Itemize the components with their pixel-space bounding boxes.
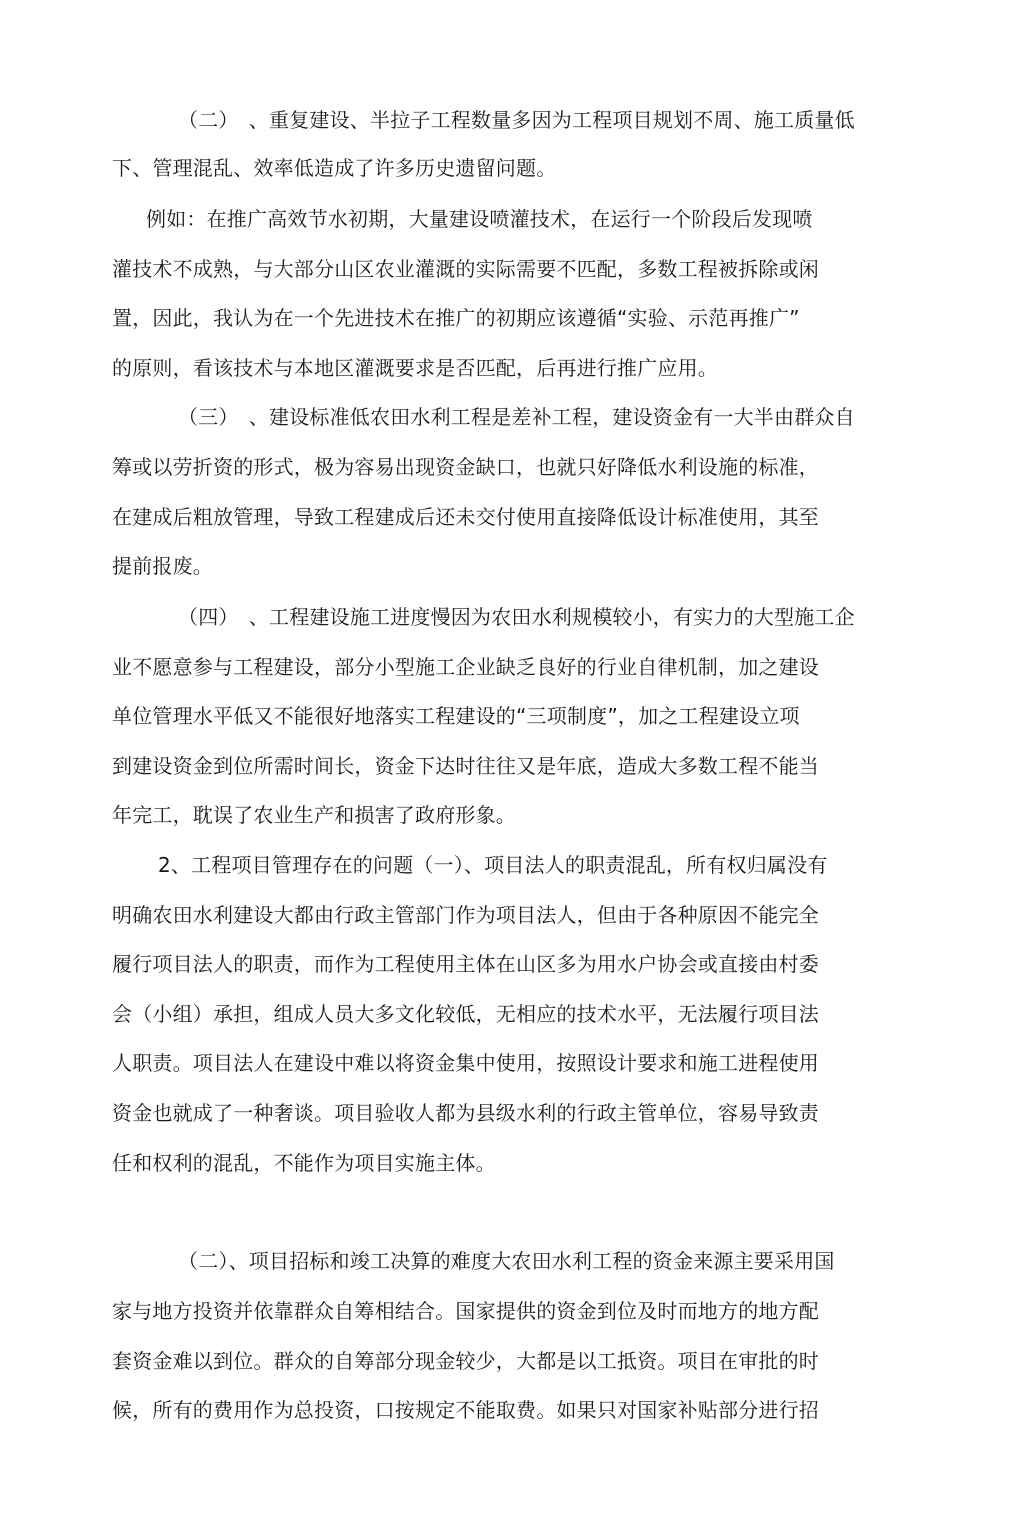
text-line: 单位管理水平低又不能很好地落实工程建设的“三项制度”，加之工程建设立项: [112, 704, 800, 728]
text-line: （三） 、建设标准低农田水利工程是差补工程，建设资金有一大半由群众自: [178, 405, 855, 429]
text-line: 会（小组）承担，组成人员大多文化较低，无相应的技术水平，无法履行项目法: [112, 1002, 819, 1026]
text-line: 筹或以劳折资的形式，极为容易出现资金缺口，也就只好降低水利设施的标准，: [112, 455, 819, 479]
text-line: 例如：在推广高效节水初期，大量建设喷灌技术，在运行一个阶段后发现喷: [146, 207, 813, 231]
text-line: 候，所有的费用作为总投资，口按规定不能取费。如果只对国家补贴部分进行招: [112, 1398, 819, 1422]
text-line: 置，因此，我认为在一个先进技术在推广的初期应该遵循“实验、示范再推广”: [112, 306, 800, 330]
text-line: 下、管理混乱、效率低造成了许多历史遗留问题。: [112, 156, 557, 180]
text-line: （四） 、工程建设施工进度慢因为农田水利规模较小，有实力的大型施工企: [178, 605, 855, 629]
text-line: 业不愿意参与工程建设，部分小型施工企业缺乏良好的行业自律机制，加之建设: [112, 655, 819, 679]
text-line: 在建成后粗放管理，导致工程建成后还未交付使用直接降低设计标准使用，其至: [112, 505, 819, 529]
text-line: 家与地方投资并依靠群众自筹相结合。国家提供的资金到位及时而地方的地方配: [112, 1299, 819, 1323]
text-line: 到建设资金到位所需时间长，资金下达时往往又是年底，造成大多数工程不能当: [112, 754, 819, 778]
text-line: 资金也就成了一种奢谈。项目验收人都为县级水利的行政主管单位，容易导致责: [112, 1101, 819, 1125]
text-line: 年完工，耽误了农业生产和损害了政府形象。: [112, 803, 516, 827]
text-line: 任和权利的混乱，不能作为项目实施主体。: [112, 1151, 496, 1175]
text-line: 提前报废。: [112, 554, 213, 578]
text-line: （二）、项目招标和竣工决算的难度大农田水利工程的资金来源主要采用国: [178, 1249, 835, 1273]
text-line: 的原则，看该技术与本地区灌溉要求是否匹配，后再进行推广应用。: [112, 356, 718, 380]
text-line: 履行项目法人的职责，而作为工程使用主体在山区多为用水户协会或直接由村委: [112, 952, 819, 976]
text-line: 灌技术不成熟，与大部分山区农业灌溉的实际需要不匹配，多数工程被拆除或闲: [112, 257, 819, 281]
text-line: 套资金难以到位。群众的自筹部分现金较少，大都是以工抵资。项目在审批的时: [112, 1349, 819, 1373]
text-line: 人职责。项目法人在建设中难以将资金集中使用，按照设计要求和施工进程使用: [112, 1051, 819, 1075]
text-line: 明确农田水利建设大都由行政主管部门作为项目法人，但由于各种原因不能完全: [112, 903, 819, 927]
text-line: （二） 、重复建设、半拉子工程数量多因为工程项目规划不周、施工质量低: [178, 108, 855, 132]
text-line: 2、工程项目管理存在的问题（一）、项目法人的职责混乱，所有权归属没有: [158, 853, 828, 877]
